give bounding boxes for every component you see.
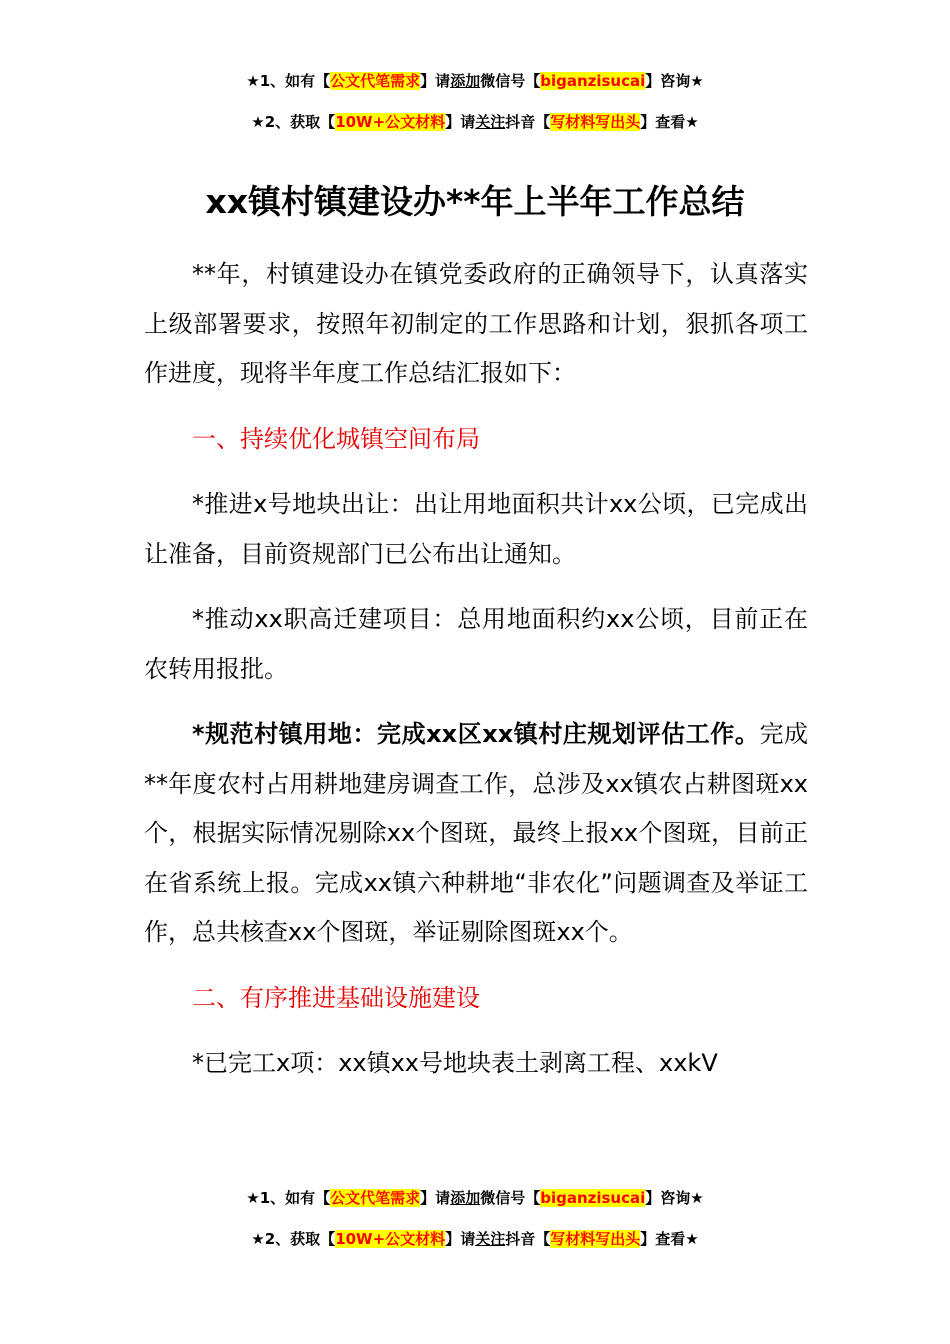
banner-text: ★1、如有【	[246, 1189, 331, 1207]
banner-text: ★2、获取【	[251, 113, 336, 131]
promo-banner-top-line-1	[0, 70, 950, 92]
promo-banner-bottom-line-1	[0, 1187, 950, 1209]
document-title: xx镇村镇建设办**年上半年工作总结	[205, 182, 745, 221]
banner-text: 微信号【	[480, 72, 541, 90]
banner-text: ★1、如有【	[246, 72, 331, 90]
promo-banner-bottom-line-2	[0, 1228, 950, 1250]
banner-highlight-douyin: 写材料写出头	[550, 1230, 641, 1248]
section-heading: 二、有序推进基础设施建设	[192, 983, 480, 1012]
banner-underlined: 关注	[475, 113, 506, 131]
paragraph-text: 完成**年度农村占用耕地建房调查工作，总涉及xx镇农占耕图斑xx个，根据实际情况剔除xx个图斑，最终上报xx个图斑，目前正在省系统上报。完成xx镇六种耕地“非农化”问题调查及举证工作，总共核查xx个图斑，举证剔除图斑xx个。	[144, 720, 809, 946]
body-paragraph: **年，村镇建设办在镇党委政府的正确领导下，认真落实上级部署要求，按照年初制定的工作思路和计划，狠抓各项工作进度，现将半年度工作总结汇报如下：	[144, 260, 808, 387]
body-paragraph: *推动xx职高迁建项目：总用地面积约xx公顷，目前正在农转用报批。	[144, 605, 808, 683]
banner-text: 】请	[420, 72, 451, 90]
section-heading: 一、持续优化城镇空间布局	[192, 424, 480, 453]
banner-text: 抖音【	[505, 113, 551, 131]
promo-banner-top-line-2	[0, 111, 950, 133]
banner-text: 】请	[420, 1189, 451, 1207]
paragraph-bold-lead: *规范村镇用地：完成xx区xx镇村庄规划评估工作。	[192, 720, 760, 748]
banner-text: 】请	[445, 113, 476, 131]
banner-text: ★2、获取【	[251, 1230, 336, 1248]
banner-highlight: 10W+公文材料	[335, 1230, 446, 1248]
banner-underlined: 添加	[450, 1189, 481, 1207]
banner-text: 】查看★	[640, 1230, 699, 1248]
banner-text: 微信号【	[480, 1189, 541, 1207]
body-paragraph: *推进x号地块出让：出让用地面积共计xx公顷，已完成出让准备，目前资规部门已公布出让通知。	[144, 490, 808, 568]
banner-highlight: 10W+公文材料	[335, 113, 446, 131]
body-paragraph	[144, 710, 808, 958]
banner-highlight: 公文代笔需求	[330, 1189, 421, 1207]
banner-text: 抖音【	[505, 1230, 551, 1248]
banner-text: 】咨询★	[645, 72, 704, 90]
banner-text: 】请	[445, 1230, 476, 1248]
banner-text: 】查看★	[640, 113, 699, 131]
banner-highlight-wechat: biganzisucai	[540, 72, 646, 90]
document-body	[144, 250, 808, 1089]
banner-underlined: 关注	[475, 1230, 506, 1248]
banner-underlined: 添加	[450, 72, 481, 90]
banner-highlight: 公文代笔需求	[330, 72, 421, 90]
body-paragraph: *已完工x项：xx镇xx号地块表土剥离工程、xxkV	[192, 1049, 718, 1077]
banner-highlight-douyin: 写材料写出头	[550, 113, 641, 131]
banner-highlight-wechat: biganzisucai	[540, 1189, 646, 1207]
banner-text: 】咨询★	[645, 1189, 704, 1207]
